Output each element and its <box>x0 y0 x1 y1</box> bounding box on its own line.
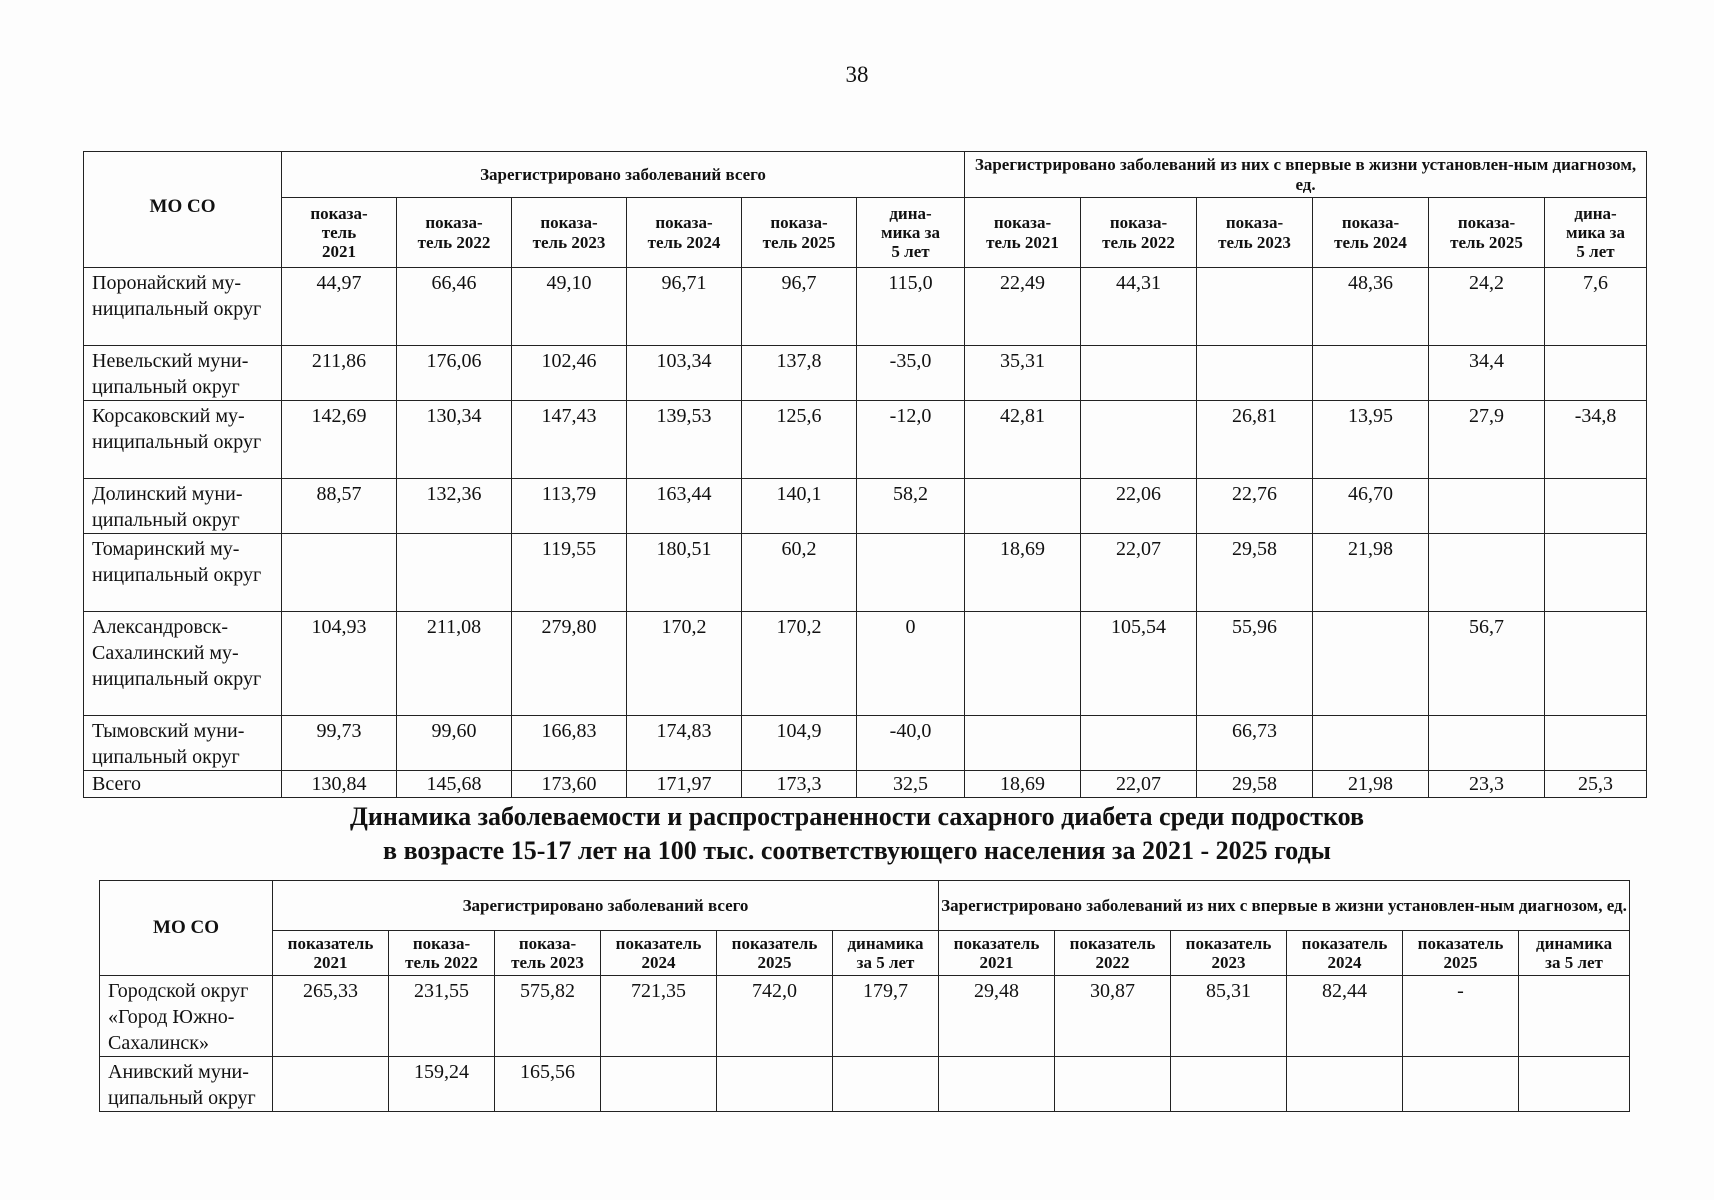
value-cell: 60,2 <box>742 534 857 612</box>
municipality-name: Александровск-Сахалинский му-ниципальный округ <box>84 612 282 716</box>
total-value-cell: 22,07 <box>1081 771 1197 798</box>
value-cell <box>601 1057 717 1112</box>
value-cell <box>1545 612 1647 716</box>
total-value-cell: 18,69 <box>965 771 1081 798</box>
column-header: показа- тель 2022 <box>397 198 512 268</box>
group-header-first-time: Зарегистрировано заболеваний из них с впервые в жизни установлен-ным диагнозом, ед. <box>965 152 1647 198</box>
table-row <box>84 401 1647 479</box>
value-cell: 82,44 <box>1287 976 1403 1057</box>
column-header: дина- мика за 5 лет <box>1545 198 1647 268</box>
value-cell: 22,49 <box>965 268 1081 346</box>
incidence-table-1 <box>83 151 1647 798</box>
table-row <box>84 534 1647 612</box>
value-cell: 96,71 <box>627 268 742 346</box>
total-row <box>84 771 1647 798</box>
value-cell: 176,06 <box>397 346 512 401</box>
value-cell <box>965 479 1081 534</box>
column-header: показа- тель 2025 <box>1429 198 1545 268</box>
value-cell <box>1545 346 1647 401</box>
value-cell: 49,10 <box>512 268 627 346</box>
value-cell: 26,81 <box>1197 401 1313 479</box>
municipality-name: Томаринский му-ниципальный округ <box>84 534 282 612</box>
table-row <box>84 612 1647 716</box>
value-cell <box>833 1057 939 1112</box>
value-cell: -34,8 <box>1545 401 1647 479</box>
column-header: показа- тель 2024 <box>627 198 742 268</box>
value-cell: 742,0 <box>717 976 833 1057</box>
total-value-cell: 32,5 <box>857 771 965 798</box>
total-value-cell: 130,84 <box>282 771 397 798</box>
incidence-table-2 <box>99 880 1630 1112</box>
value-cell <box>965 716 1081 771</box>
column-header: показатель 2022 <box>1055 931 1171 976</box>
table-row <box>100 1057 1630 1112</box>
value-cell: 44,97 <box>282 268 397 346</box>
value-cell: 721,35 <box>601 976 717 1057</box>
value-cell: -35,0 <box>857 346 965 401</box>
value-cell: 13,95 <box>1313 401 1429 479</box>
column-header: показатель 2021 <box>939 931 1055 976</box>
value-cell: 104,93 <box>282 612 397 716</box>
value-cell <box>1055 1057 1171 1112</box>
value-cell <box>965 612 1081 716</box>
total-value-cell: 145,68 <box>397 771 512 798</box>
value-cell <box>1429 479 1545 534</box>
value-cell: -40,0 <box>857 716 965 771</box>
value-cell: 29,48 <box>939 976 1055 1057</box>
column-header: показа- тель 2025 <box>742 198 857 268</box>
value-cell: 180,51 <box>627 534 742 612</box>
value-cell: 139,53 <box>627 401 742 479</box>
value-cell: 42,81 <box>965 401 1081 479</box>
municipality-name: Поронайский му-ниципальный округ <box>84 268 282 346</box>
value-cell: 179,7 <box>833 976 939 1057</box>
value-cell: 102,46 <box>512 346 627 401</box>
value-cell <box>1429 716 1545 771</box>
value-cell <box>1287 1057 1403 1112</box>
value-cell <box>1197 268 1313 346</box>
value-cell: 132,36 <box>397 479 512 534</box>
value-cell: 170,2 <box>627 612 742 716</box>
value-cell <box>1545 534 1647 612</box>
mo-header: МО СО <box>84 152 282 268</box>
section-title-line-2: в возрасте 15-17 лет на 100 тыс. соответствующего населения за 2021 - 2025 годы <box>383 836 1331 865</box>
value-cell: -12,0 <box>857 401 965 479</box>
column-header: показа- тель 2024 <box>1313 198 1429 268</box>
value-cell: 46,70 <box>1313 479 1429 534</box>
value-cell <box>1545 479 1647 534</box>
value-cell: 279,80 <box>512 612 627 716</box>
value-cell: 265,33 <box>273 976 389 1057</box>
value-cell: 66,73 <box>1197 716 1313 771</box>
total-value-cell: 173,60 <box>512 771 627 798</box>
value-cell: 119,55 <box>512 534 627 612</box>
total-value-cell: 21,98 <box>1313 771 1429 798</box>
column-header: дина- мика за 5 лет <box>857 198 965 268</box>
value-cell <box>857 534 965 612</box>
value-cell: 103,34 <box>627 346 742 401</box>
column-header: показатель 2025 <box>1403 931 1519 976</box>
value-cell: 174,83 <box>627 716 742 771</box>
value-cell: 113,79 <box>512 479 627 534</box>
value-cell: 115,0 <box>857 268 965 346</box>
total-value-cell: 173,3 <box>742 771 857 798</box>
total-value-cell: 171,97 <box>627 771 742 798</box>
value-cell: 575,82 <box>495 976 601 1057</box>
column-header: показатель 2025 <box>717 931 833 976</box>
value-cell: 130,34 <box>397 401 512 479</box>
section-title <box>0 800 1714 868</box>
value-cell <box>939 1057 1055 1112</box>
value-cell <box>1197 346 1313 401</box>
value-cell: 22,06 <box>1081 479 1197 534</box>
value-cell: 48,36 <box>1313 268 1429 346</box>
column-header: показатель 2024 <box>1287 931 1403 976</box>
table-row <box>84 479 1647 534</box>
column-header: показа- тель 2023 <box>512 198 627 268</box>
value-cell <box>1545 716 1647 771</box>
value-cell <box>397 534 512 612</box>
value-cell <box>1081 401 1197 479</box>
total-value-cell: 25,3 <box>1545 771 1647 798</box>
value-cell: 56,7 <box>1429 612 1545 716</box>
total-label: Всего <box>84 771 282 798</box>
value-cell: 29,58 <box>1197 534 1313 612</box>
column-header: показатель 2021 <box>273 931 389 976</box>
value-cell: 140,1 <box>742 479 857 534</box>
group-header-total: Зарегистрировано заболеваний всего <box>282 152 965 198</box>
value-cell <box>1429 534 1545 612</box>
column-header: показатель 2023 <box>1171 931 1287 976</box>
municipality-name: Корсаковский му-ниципальный округ <box>84 401 282 479</box>
municipality-name: Городской округ «Город Южно-Сахалинск» <box>100 976 273 1057</box>
value-cell: 7,6 <box>1545 268 1647 346</box>
value-cell: 35,31 <box>965 346 1081 401</box>
value-cell: 147,43 <box>512 401 627 479</box>
column-header: показатель 2024 <box>601 931 717 976</box>
value-cell <box>1519 976 1630 1057</box>
value-cell <box>1519 1057 1630 1112</box>
value-cell: 165,56 <box>495 1057 601 1112</box>
table-row <box>84 268 1647 346</box>
column-header: динамика за 5 лет <box>833 931 939 976</box>
column-header: показа- тель 2022 <box>1081 198 1197 268</box>
value-cell <box>1313 716 1429 771</box>
value-cell: 137,8 <box>742 346 857 401</box>
group-header-total: Зарегистрировано заболеваний всего <box>273 881 939 931</box>
value-cell <box>1081 716 1197 771</box>
value-cell: 159,24 <box>389 1057 495 1112</box>
value-cell: 170,2 <box>742 612 857 716</box>
column-header: динамика за 5 лет <box>1519 931 1630 976</box>
page-number: 38 <box>845 62 869 87</box>
column-header: показа- тель 2023 <box>1197 198 1313 268</box>
value-cell: 99,60 <box>397 716 512 771</box>
municipality-name: Невельский муни-ципальный округ <box>84 346 282 401</box>
section-title-line-1: Динамика заболеваемости и распространенности сахарного диабета среди подростков <box>349 802 1365 831</box>
value-cell <box>282 534 397 612</box>
value-cell: 163,44 <box>627 479 742 534</box>
table-row <box>84 346 1647 401</box>
mo-header: МО СО <box>100 881 273 976</box>
value-cell <box>717 1057 833 1112</box>
value-cell <box>1313 346 1429 401</box>
value-cell: 104,9 <box>742 716 857 771</box>
value-cell: 24,2 <box>1429 268 1545 346</box>
value-cell: 58,2 <box>857 479 965 534</box>
value-cell <box>1081 346 1197 401</box>
value-cell: 105,54 <box>1081 612 1197 716</box>
value-cell: 18,69 <box>965 534 1081 612</box>
municipality-name: Анивский муни-ципальный округ <box>100 1057 273 1112</box>
value-cell: 21,98 <box>1313 534 1429 612</box>
column-header: показа- тель 2021 <box>282 198 397 268</box>
value-cell <box>1313 612 1429 716</box>
value-cell: 30,87 <box>1055 976 1171 1057</box>
value-cell: 22,76 <box>1197 479 1313 534</box>
value-cell: 44,31 <box>1081 268 1197 346</box>
value-cell: - <box>1403 976 1519 1057</box>
value-cell: 85,31 <box>1171 976 1287 1057</box>
value-cell: 0 <box>857 612 965 716</box>
total-value-cell: 29,58 <box>1197 771 1313 798</box>
value-cell: 96,7 <box>742 268 857 346</box>
value-cell: 99,73 <box>282 716 397 771</box>
table-row <box>100 976 1630 1057</box>
value-cell: 22,07 <box>1081 534 1197 612</box>
value-cell: 166,83 <box>512 716 627 771</box>
municipality-name: Тымовский муни-ципальный округ <box>84 716 282 771</box>
table-row <box>84 716 1647 771</box>
value-cell: 88,57 <box>282 479 397 534</box>
value-cell: 211,08 <box>397 612 512 716</box>
value-cell: 231,55 <box>389 976 495 1057</box>
column-header: показа- тель 2023 <box>495 931 601 976</box>
value-cell: 211,86 <box>282 346 397 401</box>
group-header-first-time: Зарегистрировано заболеваний из них с впервые в жизни установлен-ным диагнозом, ед. <box>939 881 1630 931</box>
value-cell: 34,4 <box>1429 346 1545 401</box>
value-cell: 142,69 <box>282 401 397 479</box>
value-cell: 66,46 <box>397 268 512 346</box>
value-cell: 125,6 <box>742 401 857 479</box>
value-cell: 55,96 <box>1197 612 1313 716</box>
value-cell: 27,9 <box>1429 401 1545 479</box>
value-cell <box>1403 1057 1519 1112</box>
column-header: показа- тель 2021 <box>965 198 1081 268</box>
municipality-name: Долинский муни-ципальный округ <box>84 479 282 534</box>
value-cell <box>1171 1057 1287 1112</box>
total-value-cell: 23,3 <box>1429 771 1545 798</box>
column-header: показа- тель 2022 <box>389 931 495 976</box>
value-cell <box>273 1057 389 1112</box>
